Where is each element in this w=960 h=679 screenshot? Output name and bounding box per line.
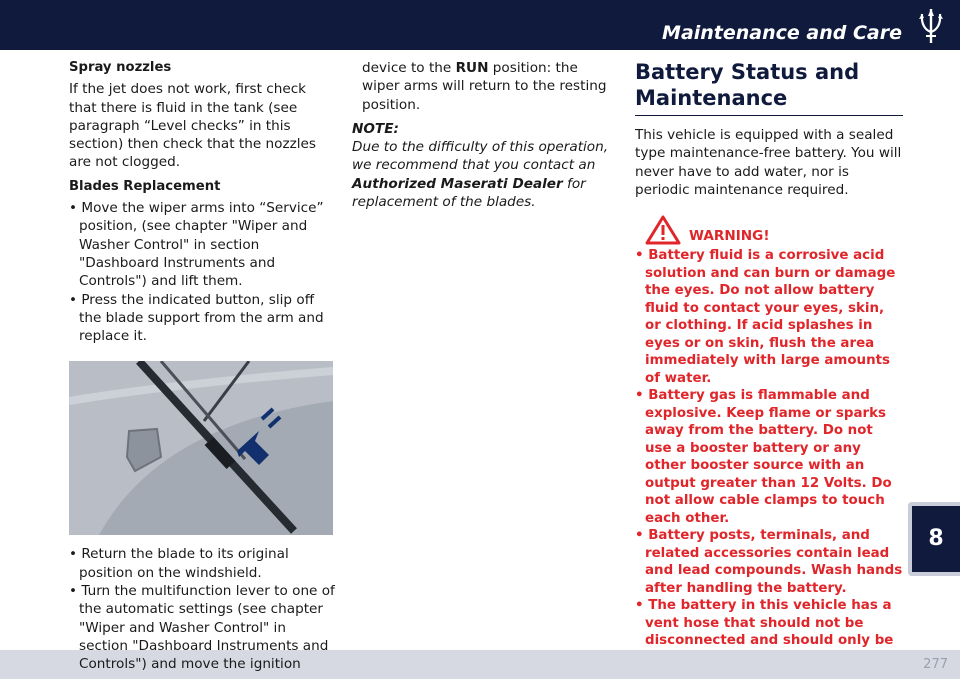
authorized-dealer-text: Authorized Maserati Dealer: [352, 175, 563, 192]
chapter-tab[interactable]: [908, 502, 960, 576]
header-bar: [0, 0, 960, 50]
battery-intro-text: This vehicle is equipped with a sealed type maintenance-free battery. You will never have to add water, nor is periodic maintenance required.: [635, 127, 902, 198]
column-middle: [352, 59, 614, 211]
continuation-text: position: the wiper arms will return to the resting position.: [362, 60, 607, 113]
ignition-continuation-text: [352, 59, 614, 114]
note-label: NOTE:: [352, 120, 399, 137]
warning-header: [635, 215, 903, 245]
run-keyword: RUN: [455, 60, 489, 76]
spray-nozzles-text: If the jet does not work, first check that there is fluid in the tank (see paragraph “Level checks” in this section) then check that the nozzles are not clogged.: [69, 81, 316, 171]
list-item: • Turn the multifunction lever to one of the automatic settings (see chapter "Wiper and Washer Control" in section "Dashboard Instruments and Controls") and move the ignition: [69, 583, 335, 673]
warning-item: • Battery fluid is a corrosive acid solution and can burn or damage the eyes. Do not allow battery fluid to contact your eyes, skin, or clothing. If acid splashes in eyes or on skin, flush the area immediately with large amounts of water.: [635, 248, 896, 386]
warning-label: WARNING!: [689, 227, 770, 244]
warning-item: • Battery posts, terminals, and related accessories contain lead and lead compounds. Wash hands after handling the battery.: [635, 528, 903, 596]
note-text-part: Due to the difficulty of this operation, we recommend that you contact an: [352, 139, 609, 174]
section-title: Maintenance and Care: [662, 22, 902, 44]
list-item: • Return the blade to its original position on the windshield.: [69, 546, 289, 581]
wiper-blade-photo: [69, 361, 333, 535]
list-item: • Press the indicated button, slip off the blade support from the arm and replace it.: [69, 291, 324, 345]
title-divider: [635, 115, 903, 116]
warning-item: • Battery gas is flammable and explosive. Keep flame or sparks away from the battery. Do not use a booster battery or any other booster source with an output greater than 12 Volts. Do not allow cable clamps to touch each other.: [635, 388, 892, 526]
battery-section-title: Battery Status and Maintenance: [635, 60, 860, 110]
note-text-part: for replacement of the blades.: [352, 175, 586, 211]
warning-item: • The battery in this vehicle has a vent hose that should not be disconnected and should only be: [635, 598, 894, 649]
chapter-number: 8: [928, 526, 944, 551]
column-right: [635, 59, 903, 650]
page-number: 277: [923, 657, 948, 672]
blades-replacement-heading: Blades Replacement: [69, 178, 221, 194]
warning-triangle-icon: [645, 215, 681, 245]
continuation-text: device to the: [362, 60, 456, 76]
spray-nozzles-heading: Spray nozzles: [69, 60, 172, 75]
column-left: [69, 59, 337, 674]
note-text: [352, 138, 614, 211]
maserati-trident-icon: [916, 6, 946, 46]
list-item: • Move the wiper arms into “Service” position, (see chapter "Wiper and Washer Control" in section "Dashboard Instruments and Controls") and lift them.: [69, 200, 324, 290]
